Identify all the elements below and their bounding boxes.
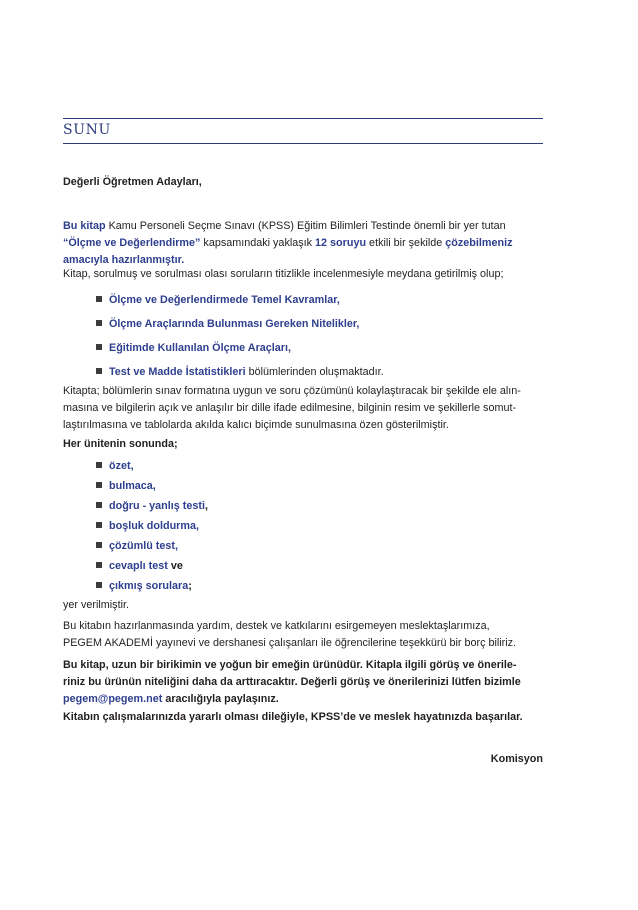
bullet-square-icon (96, 542, 102, 548)
unit-list-item: cevaplı test ve (96, 558, 183, 575)
bullet-square-icon (96, 582, 102, 588)
unit-list-item: bulmaca, (96, 478, 156, 495)
intro-line2-text2: etkili bir şekilde (366, 237, 446, 249)
section-list-item: Ölçme Araçlarında Bulunması Gereken Nitelikler, (96, 316, 359, 333)
section-list-item: Eğitimde Kullanılan Ölçme Araçları, (96, 340, 291, 357)
bullet-square-icon (96, 462, 102, 468)
unit-list-item: çıkmış sorulara; (96, 578, 192, 595)
unit-list-item: boşluk doldurma, (96, 518, 199, 535)
intro-line1-text: Kamu Personeli Seçme Sınavı (KPSS) Eğitim Bilimleri Testinde önemli bir yer tutan (105, 220, 506, 232)
bullet-square-icon (96, 344, 102, 350)
intro-paragraph (63, 218, 543, 269)
format-paragraph: Kitapta; bölümlerin sınav formatına uygun ve soru çözümünü kolaylaştıracak bir şekilde ele alın- masına ve bilgilerin açık ve anlaşılır bir dille ifade edilmesine, bilginin resim ve şekillerle somut- laştırılmasına ve tablolarda akılda kalıcı biçimde sunulmasına özen gösterilmiştir. (63, 385, 521, 431)
bullet-square-icon (96, 522, 102, 528)
unit-list-item: çözümlü test, (96, 538, 178, 555)
bullet-square-icon (96, 482, 102, 488)
title-bottom-rule (63, 143, 543, 144)
intro-goal: çözebilmeniz (445, 237, 513, 249)
contact-email-link[interactable]: pegem@pegem.net (63, 693, 163, 705)
unit-list-item: özet, (96, 458, 134, 475)
bullet-square-icon (96, 368, 102, 374)
closing-wish: Kitabın çalışmalarınızda yararlı olması dileğiyle, KPSS’de ve meslek hayatınızda başarılar. (63, 711, 523, 723)
unit-end-tail: yer verilmiştir. (63, 599, 129, 611)
feedback-paragraph: Bu kitap, uzun bir birikimin ve yoğun bir emeğin ürünüdür. Kitapla ilgili görüş ve önerile- riniz bu ürünün niteliğini daha da arttıracaktır. Değerli görüş ve önerilerinizi lütfen bizimle pegem@pegem.net aracılığıyla paylaşınız. (63, 659, 521, 705)
bullet-square-icon (96, 296, 102, 302)
title-top-rule (63, 118, 543, 119)
document-page (63, 0, 543, 910)
bullet-square-icon (96, 320, 102, 326)
page-title: SUNU (63, 122, 111, 138)
unit-list-item: doğru - yanlış testi, (96, 498, 208, 515)
greeting: Değerli Öğretmen Adayları, (63, 176, 202, 188)
structure-paragraph: Kitap, sorulmuş ve sorulması olası soruların titizlikle incelenmesiyle meydana getirilmiş olup; (63, 268, 504, 280)
bullet-square-icon (96, 502, 102, 508)
bullet-square-icon (96, 562, 102, 568)
intro-book-label: Bu kitap (63, 220, 106, 232)
intro-topic: “Ölçme ve Değerlendirme” (63, 237, 201, 249)
intro-line2-text: kapsamındaki yaklaşık (200, 237, 316, 249)
thanks-paragraph: Bu kitabın hazırlanmasında yardım, destek ve katkılarını esirgemeyen meslektaşlarımıza, PEGEM AKADEMİ yayınevi ve dershanesi çalışanları ile öğrencilerine teşekkürü bir borç biliriz. (63, 620, 517, 649)
signature: Komisyon (490, 753, 543, 765)
intro-question-count: 12 soruyu (315, 237, 367, 249)
section-list-item: Ölçme ve Değerlendirmede Temel Kavramlar, (96, 292, 340, 309)
section-list-item: Test ve Madde İstatistikleri bölümlerinden oluşmaktadır. (96, 364, 384, 381)
unit-end-heading: Her ünitenin sonunda; (63, 438, 178, 450)
intro-line3: amacıyla hazırlanmıştır. (63, 254, 185, 266)
